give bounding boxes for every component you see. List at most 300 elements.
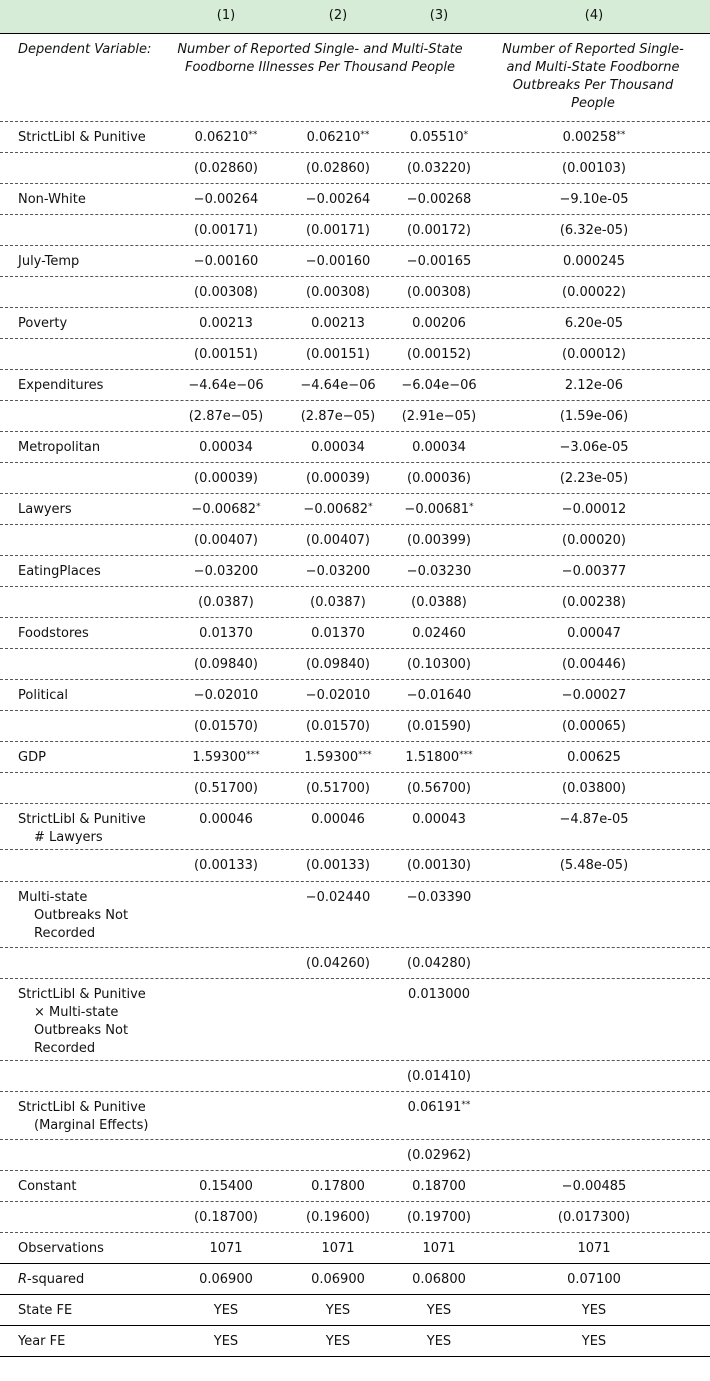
cell-value: 0.013000 — [407, 987, 471, 1002]
cell-value: 0.05510 — [409, 130, 464, 145]
significance-stars: *** — [246, 750, 260, 760]
cell-value: YES — [426, 1303, 452, 1318]
value-cell-col1 — [171, 811, 281, 829]
value-cell-col4 — [496, 408, 692, 426]
cell-value: (0.00036) — [407, 471, 471, 486]
cell-value: (0.51700) — [194, 781, 258, 796]
cell-value: 0.06191 — [407, 1100, 462, 1115]
value-cell-col3 — [384, 1099, 494, 1117]
value-cell-col1 — [171, 749, 281, 767]
cell-value: 1.51800 — [405, 750, 460, 765]
cell-value: 0.00258 — [562, 130, 617, 145]
cell-value: (0.04280) — [407, 956, 471, 971]
cell-value: YES — [426, 1334, 452, 1349]
value-cell-col4 — [496, 377, 692, 395]
value-cell-col4 — [496, 439, 692, 457]
cell-value: (2.87e−05) — [300, 409, 376, 424]
cell-value: 0.00047 — [567, 626, 621, 641]
value-cell-col3 — [384, 687, 494, 705]
table-row — [0, 649, 710, 680]
cell-value: (0.00022) — [562, 285, 626, 300]
table-row — [0, 680, 710, 711]
cell-value: (6.32e-05) — [559, 223, 629, 238]
cell-value: (0.00308) — [407, 285, 471, 300]
table-row — [0, 948, 710, 979]
cell-value: (0.00039) — [194, 471, 258, 486]
table-row — [0, 122, 710, 153]
value-cell-col1 — [171, 284, 281, 302]
cell-value: 1.59300 — [192, 750, 247, 765]
cell-value: YES — [325, 1334, 351, 1349]
table-row — [0, 1233, 710, 1264]
value-cell-col1 — [171, 625, 281, 643]
table-row — [0, 1171, 710, 1202]
cell-value: 2.12e-06 — [564, 378, 624, 393]
row-label — [18, 986, 168, 1058]
cell-value: 0.02460 — [412, 626, 466, 641]
cell-value: 0.00213 — [199, 316, 253, 331]
value-cell-col2 — [283, 439, 393, 457]
row-label-line: Observations — [18, 1241, 104, 1256]
cell-value: (2.87e−05) — [188, 409, 264, 424]
cell-value: −0.00681 — [404, 502, 470, 517]
cell-value: (0.51700) — [306, 781, 370, 796]
value-cell-col1 — [171, 594, 281, 612]
value-cell-col1 — [171, 1209, 281, 1227]
value-cell-col2 — [283, 408, 393, 426]
row-label — [18, 315, 168, 333]
cell-value: 0.00046 — [199, 812, 253, 827]
value-cell-col3 — [384, 408, 494, 426]
value-cell-col1 — [171, 563, 281, 581]
value-cell-col2 — [283, 857, 393, 875]
value-cell-col4 — [496, 501, 692, 519]
cell-value: −0.00160 — [305, 254, 371, 269]
cell-value: (2.23e-05) — [559, 471, 629, 486]
cell-value: −0.03390 — [406, 890, 472, 905]
cell-value: (0.00152) — [407, 347, 471, 362]
cell-value: 1071 — [422, 1241, 456, 1256]
value-cell-col3 — [384, 284, 494, 302]
cell-value: YES — [581, 1334, 607, 1349]
cell-value: −0.03200 — [305, 564, 371, 579]
cell-value: 0.06800 — [412, 1272, 466, 1287]
value-cell-col2 — [283, 346, 393, 364]
cell-value: 0.06900 — [311, 1272, 365, 1287]
row-label-line: Poverty — [18, 316, 68, 331]
value-cell-col3 — [384, 563, 494, 581]
significance-stars: * — [463, 130, 469, 140]
value-cell-col3 — [384, 1178, 494, 1196]
cell-value: (0.01410) — [407, 1069, 471, 1084]
value-cell-col4 — [496, 284, 692, 302]
row-label-line: Constant — [18, 1179, 77, 1194]
value-cell-col3 — [384, 501, 494, 519]
value-cell-col1 — [171, 1271, 281, 1289]
row-label-line: State FE — [18, 1303, 73, 1318]
table-row — [0, 339, 710, 370]
cell-value: 0.00034 — [311, 440, 365, 455]
table-row — [0, 525, 710, 556]
value-cell-col4 — [496, 594, 692, 612]
dependent-variable-row — [0, 34, 710, 122]
table-row — [0, 742, 710, 773]
significance-stars: *** — [358, 750, 372, 760]
row-label — [18, 1302, 168, 1320]
value-cell-col2 — [283, 955, 393, 973]
row-label — [18, 687, 168, 705]
table-row — [0, 618, 710, 649]
column-header-3: (3) — [429, 8, 449, 23]
value-cell-col4 — [496, 346, 692, 364]
value-cell-col1 — [171, 439, 281, 457]
value-cell-col3 — [384, 1147, 494, 1165]
cell-value: −0.00377 — [561, 564, 627, 579]
cell-value: (0.02860) — [306, 161, 370, 176]
cell-value: (0.00446) — [562, 657, 626, 672]
row-label-line: Political — [18, 688, 68, 703]
value-cell-col3 — [384, 160, 494, 178]
value-cell-col2 — [283, 470, 393, 488]
cell-value: (0.00012) — [562, 347, 626, 362]
row-label — [18, 129, 168, 147]
cell-value: −4.64e−06 — [300, 378, 376, 393]
value-cell-col3 — [384, 1209, 494, 1227]
row-label-line: StrictLibl & Punitive — [18, 812, 146, 827]
cell-value: 1.59300 — [304, 750, 359, 765]
value-cell-col3 — [384, 346, 494, 364]
value-cell-col3 — [384, 986, 494, 1004]
cell-value: (0.19600) — [306, 1210, 370, 1225]
value-cell-col4 — [496, 625, 692, 643]
value-cell-col1 — [171, 408, 281, 426]
cell-value: −0.00027 — [561, 688, 627, 703]
cell-value: −0.00264 — [305, 192, 371, 207]
row-label-line: Multi-state — [18, 890, 88, 905]
value-cell-col4 — [496, 191, 692, 209]
value-cell-col2 — [283, 1271, 393, 1289]
value-cell-col2 — [283, 889, 393, 907]
cell-value: 0.00046 — [311, 812, 365, 827]
cell-value: (0.00065) — [562, 719, 626, 734]
row-label — [18, 1271, 168, 1289]
dependent-variable-outbreaks: Number of Reported Single- and Multi-State Foodborne Outbreaks Per Thousand People — [502, 42, 684, 111]
cell-value: (0.0388) — [411, 595, 467, 610]
cell-value: YES — [325, 1303, 351, 1318]
cell-value: (0.00407) — [194, 533, 258, 548]
value-cell-col3 — [384, 222, 494, 240]
cell-value: (0.03800) — [562, 781, 626, 796]
value-cell-col4 — [496, 222, 692, 240]
value-cell-col3 — [384, 1240, 494, 1258]
cell-value: −0.00682 — [191, 502, 257, 517]
cell-value: (0.0387) — [310, 595, 366, 610]
cell-value: (0.00130) — [407, 858, 471, 873]
cell-value: (0.00133) — [194, 858, 258, 873]
row-label-line: Recorded — [34, 926, 96, 941]
cell-value: YES — [213, 1303, 239, 1318]
row-label-line: GDP — [18, 750, 46, 765]
value-cell-col3 — [384, 1333, 494, 1351]
table-row — [0, 850, 710, 882]
cell-value: 0.00625 — [567, 750, 621, 765]
cell-value: (0.00151) — [306, 347, 370, 362]
cell-value: −0.00264 — [193, 192, 259, 207]
row-label-line: Foodstores — [18, 626, 89, 641]
value-cell-col1 — [171, 377, 281, 395]
cell-value: 0.000245 — [562, 254, 626, 269]
value-cell-col3 — [384, 253, 494, 271]
cell-value: (0.00407) — [306, 533, 370, 548]
cell-value: 0.06900 — [199, 1272, 253, 1287]
cell-value: 0.00043 — [412, 812, 466, 827]
cell-value: (0.00172) — [407, 223, 471, 238]
value-cell-col2 — [283, 377, 393, 395]
row-label — [18, 501, 168, 519]
value-cell-col4 — [496, 811, 692, 829]
value-cell-col1 — [171, 656, 281, 674]
column-header-row — [0, 0, 710, 34]
value-cell-col4 — [496, 315, 692, 333]
value-cell-col4 — [496, 1240, 692, 1258]
significance-stars: ** — [461, 1100, 471, 1110]
table-row — [0, 401, 710, 432]
cell-value: 0.17800 — [311, 1179, 365, 1194]
table-row — [0, 153, 710, 184]
value-cell-col4 — [496, 1178, 692, 1196]
table-row — [0, 308, 710, 339]
value-cell-col4 — [496, 718, 692, 736]
row-label-line: (Marginal Effects) — [34, 1118, 149, 1133]
row-label — [18, 377, 168, 395]
value-cell-col3 — [384, 811, 494, 829]
cell-value: 0.00034 — [199, 440, 253, 455]
value-cell-col3 — [384, 129, 494, 147]
value-cell-col4 — [496, 253, 692, 271]
table-row — [0, 246, 710, 277]
cell-value: (0.00238) — [562, 595, 626, 610]
cell-value: 0.01370 — [199, 626, 253, 641]
cell-value: 1071 — [321, 1241, 355, 1256]
value-cell-col2 — [283, 1178, 393, 1196]
cell-value: (0.00171) — [194, 223, 258, 238]
row-label-line: × Multi-state — [34, 1005, 119, 1020]
cell-value: (0.00399) — [407, 533, 471, 548]
table-row — [0, 773, 710, 804]
value-cell-col2 — [283, 253, 393, 271]
value-cell-col1 — [171, 222, 281, 240]
value-cell-col2 — [283, 532, 393, 550]
cell-value: −0.00682 — [303, 502, 369, 517]
value-cell-col1 — [171, 501, 281, 519]
table-row — [0, 494, 710, 525]
row-label-line: July-Temp — [18, 254, 80, 269]
cell-value: (0.00151) — [194, 347, 258, 362]
value-cell-col3 — [384, 889, 494, 907]
row-label — [18, 1333, 168, 1351]
cell-value: −9.10e-05 — [559, 192, 629, 207]
cell-value: (0.00308) — [306, 285, 370, 300]
cell-value: (0.04260) — [306, 956, 370, 971]
value-cell-col1 — [171, 857, 281, 875]
value-cell-col3 — [384, 315, 494, 333]
value-cell-col1 — [171, 718, 281, 736]
row-label — [18, 439, 168, 457]
cell-value: 1071 — [209, 1241, 243, 1256]
value-cell-col4 — [496, 1209, 692, 1227]
row-label-rest: -squared — [27, 1272, 85, 1287]
cell-value: −0.02440 — [305, 890, 371, 905]
value-cell-col3 — [384, 857, 494, 875]
cell-value: (0.00039) — [306, 471, 370, 486]
cell-value: (1.59e-06) — [559, 409, 629, 424]
cell-value: 0.18700 — [412, 1179, 466, 1194]
cell-value: (0.01570) — [194, 719, 258, 734]
value-cell-col3 — [384, 532, 494, 550]
row-label-line: Outbreaks Not — [34, 1023, 129, 1038]
cell-value: 6.20e-05 — [564, 316, 624, 331]
column-header-2: (2) — [328, 8, 348, 23]
value-cell-col2 — [283, 718, 393, 736]
row-label-line: Expenditures — [18, 378, 104, 393]
value-cell-col3 — [384, 470, 494, 488]
value-cell-col2 — [283, 160, 393, 178]
value-cell-col1 — [171, 470, 281, 488]
cell-value: (0.01590) — [407, 719, 471, 734]
value-cell-col3 — [384, 1271, 494, 1289]
row-label — [18, 1178, 168, 1196]
cell-value: (0.017300) — [557, 1210, 631, 1225]
cell-value: −0.03200 — [193, 564, 259, 579]
table-row — [0, 587, 710, 618]
value-cell-col2 — [283, 811, 393, 829]
value-cell-col4 — [496, 749, 692, 767]
value-cell-col4 — [496, 857, 692, 875]
value-cell-col1 — [171, 1302, 281, 1320]
row-label-line: Lawyers — [18, 502, 72, 517]
dependent-variable-illnesses: Number of Reported Single- and Multi-State Foodborne Illnesses Per Thousand People — [177, 42, 463, 75]
value-cell-col2 — [283, 594, 393, 612]
cell-value: −3.06e-05 — [559, 440, 629, 455]
cell-value: (0.00020) — [562, 533, 626, 548]
table-row — [0, 882, 710, 948]
value-cell-col4 — [496, 532, 692, 550]
table-row — [0, 463, 710, 494]
value-cell-col2 — [283, 687, 393, 705]
cell-value: (2.91e−05) — [401, 409, 477, 424]
row-label-line: Outbreaks Not — [34, 908, 129, 923]
table-row — [0, 277, 710, 308]
cell-value: 0.00034 — [412, 440, 466, 455]
table-row — [0, 184, 710, 215]
value-cell-col1 — [171, 1333, 281, 1351]
cell-value: (0.02962) — [407, 1148, 471, 1163]
value-cell-col1 — [171, 129, 281, 147]
value-cell-col2 — [283, 625, 393, 643]
value-cell-col2 — [283, 501, 393, 519]
value-cell-col2 — [283, 222, 393, 240]
value-cell-col3 — [384, 656, 494, 674]
significance-stars: ** — [248, 130, 258, 140]
value-cell-col2 — [283, 284, 393, 302]
value-cell-col2 — [283, 1209, 393, 1227]
value-cell-col1 — [171, 780, 281, 798]
cell-value: (0.0387) — [198, 595, 254, 610]
row-label-italic: R — [18, 1272, 28, 1287]
row-label-line — [18, 1271, 168, 1289]
value-cell-col3 — [384, 749, 494, 767]
row-label-line: EatingPlaces — [18, 564, 101, 579]
table-row — [0, 1092, 710, 1140]
cell-value: 0.15400 — [199, 1179, 253, 1194]
value-cell-col3 — [384, 780, 494, 798]
cell-value: 0.00206 — [412, 316, 466, 331]
value-cell-col3 — [384, 1068, 494, 1086]
row-label — [18, 1240, 168, 1258]
cell-value: −6.04e−06 — [401, 378, 477, 393]
value-cell-col2 — [283, 315, 393, 333]
cell-value: −0.01640 — [406, 688, 472, 703]
value-cell-col3 — [384, 191, 494, 209]
cell-value: 0.07100 — [567, 1272, 621, 1287]
value-cell-col2 — [283, 1302, 393, 1320]
row-label — [18, 889, 168, 943]
significance-stars: ** — [616, 130, 626, 140]
value-cell-col1 — [171, 315, 281, 333]
row-label — [18, 1099, 168, 1135]
table-row — [0, 370, 710, 401]
significance-stars: * — [469, 502, 474, 512]
cell-value: (0.00308) — [194, 285, 258, 300]
cell-value: 0.06210 — [194, 130, 249, 145]
row-label-line: Recorded — [34, 1041, 96, 1056]
value-cell-col2 — [283, 191, 393, 209]
cell-value: −0.03230 — [406, 564, 472, 579]
cell-value: (0.19700) — [407, 1210, 471, 1225]
cell-value: (0.03220) — [407, 161, 471, 176]
cell-value: −0.02010 — [193, 688, 259, 703]
value-cell-col2 — [283, 749, 393, 767]
value-cell-col3 — [384, 625, 494, 643]
table-row — [0, 1295, 710, 1326]
value-cell-col2 — [283, 656, 393, 674]
value-cell-col1 — [171, 1178, 281, 1196]
cell-value: 1071 — [577, 1241, 611, 1256]
table-row — [0, 711, 710, 742]
cell-value: −0.00012 — [561, 502, 627, 517]
cell-value: −0.00160 — [193, 254, 259, 269]
value-cell-col2 — [283, 129, 393, 147]
table-row — [0, 432, 710, 463]
table-row — [0, 1202, 710, 1233]
row-label-line: # Lawyers — [34, 830, 103, 845]
value-cell-col1 — [171, 346, 281, 364]
column-header-4: (4) — [584, 8, 604, 23]
row-label-line: Non-White — [18, 192, 86, 207]
cell-value: YES — [213, 1334, 239, 1349]
value-cell-col3 — [384, 439, 494, 457]
table-row — [0, 979, 710, 1061]
cell-value: (0.00103) — [562, 161, 626, 176]
cell-value: −4.64e−06 — [188, 378, 264, 393]
cell-value: −0.00485 — [561, 1179, 627, 1194]
row-label — [18, 253, 168, 271]
value-cell-col4 — [496, 656, 692, 674]
cell-value: (5.48e-05) — [559, 858, 629, 873]
column-header-1: (1) — [216, 8, 236, 23]
row-label — [18, 811, 168, 847]
table-row — [0, 1061, 710, 1092]
